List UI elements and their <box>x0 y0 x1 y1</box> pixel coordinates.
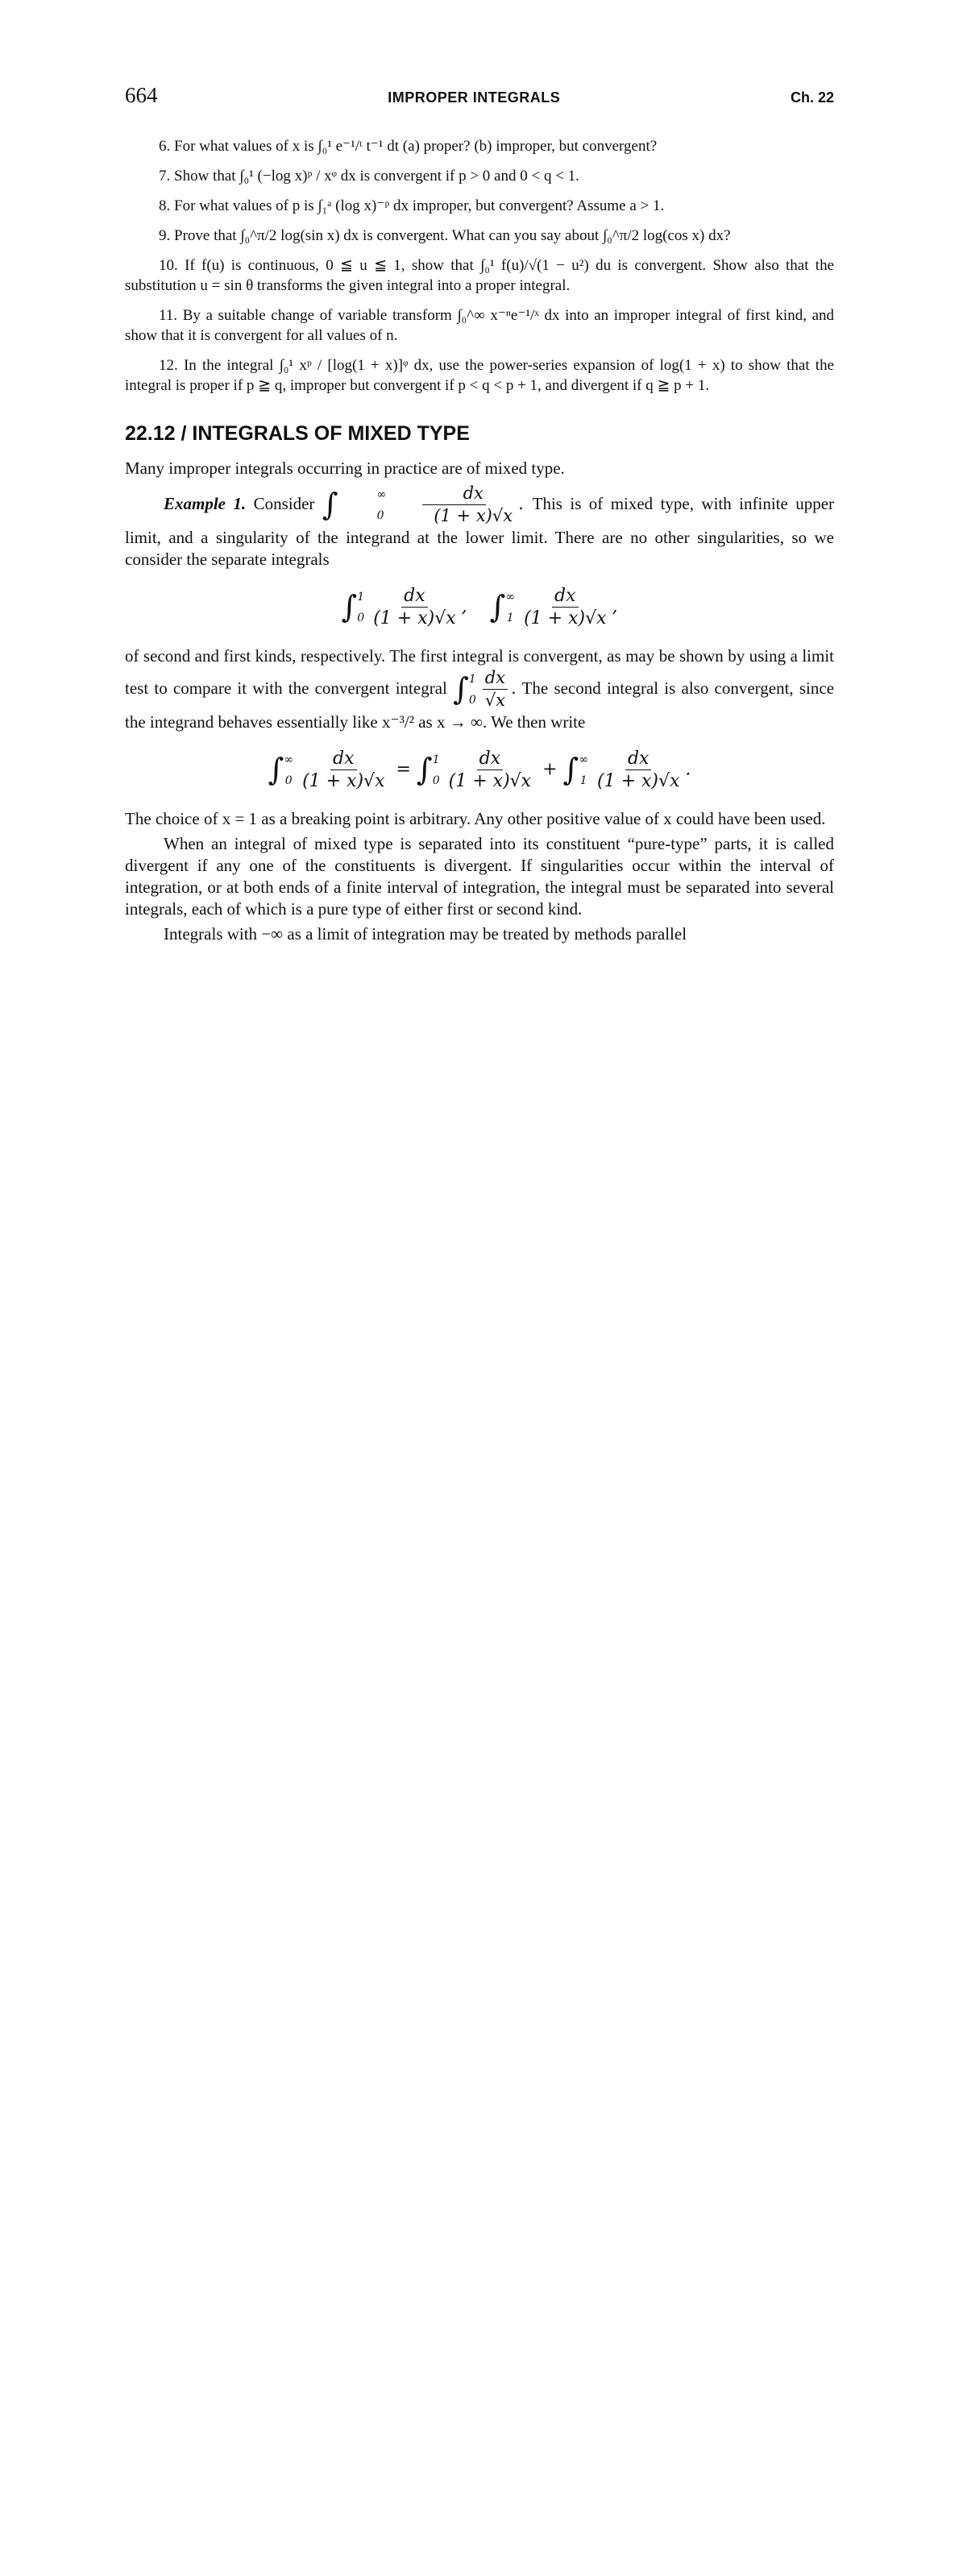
problem-9: 9. Prove that ∫₀^π/2 log(sin x) dx is convergent. What can you say about ∫₀^π/2 log(cos x) dx? <box>159 227 731 244</box>
example-integral: ∫ ∞ 0 $\frac{dx}{(1 + x)√x}$ . <box>322 483 524 525</box>
breaking-point-paragraph: The choice of x = 1 as a breaking point is arbitrary. Any other positive value of x could have been used. <box>125 809 826 828</box>
chapter-label: Ch. 22 <box>790 89 834 106</box>
section-heading: 22.12 / INTEGRALS OF MIXED TYPE <box>125 422 470 445</box>
problem-list <box>125 136 834 396</box>
mixed-type-paragraph: When an integral of mixed type is separated into its constituent “pure-type” parts, it is called divergent if any one of the constituents is divergent. If singularities occur within the interval of integration, or at both ends of a finite interval of integration, the integral must be separated into several integrals, each of which is a pure type of either first or second kind. <box>125 834 834 919</box>
problem-6: 6. For what values of x is ∫₀¹ e⁻¹/ᵗ t⁻¹ dt (a) proper? (b) improper, but convergent? <box>159 138 658 155</box>
negative-infinity-paragraph: Integrals with −∞ as a limit of integration may be treated by methods parallel <box>164 924 687 944</box>
problem-8: 8. For what values of p is ∫₁ᵃ (log x)⁻ᵖ dx improper, but convergent? Assume a > 1. <box>159 197 665 214</box>
problem-11: 11. By a suitable change of variable transform ∫₀^∞ x⁻ⁿe⁻¹/ˣ dx into an improper integral of first kind, and show that it is convergent for all values of n. <box>125 307 835 344</box>
display-separate-integrals: ∫ 1 0 $\frac{dx}{(1 + x)√x}$ , ∫ ∞ 1 $\frac{dx}{(1 + x)√x}$ , <box>341 586 618 628</box>
section-intro: Many improper integrals occurring in practice are of mixed type. <box>125 458 565 478</box>
problem-10: 10. If f(u) is continuous, 0 ≦ u ≦ 1, show that ∫₀¹ f(u)/√(1 − u²) du is convergent. Show also that the substitution u = sin θ transforms the given integral into a proper integral. <box>125 257 835 294</box>
example-text: This is of mixed type, with infinite upper limit, and a singularity of the integrand at the lower limit. There are no other singularities, so we consider the separate integrals <box>125 494 835 569</box>
example-label: Example 1. <box>164 494 247 513</box>
problem-12: 12. In the integral ∫₀¹ xᵖ / [log(1 + x)]ᵠ dx, use the power-series expansion of log(1 + x) to show that the integral is proper if p ≧ q, improper but convergent if p < q < p + 1, and divergent if q ≧ p + 1. <box>125 357 835 394</box>
example-1 <box>125 483 834 570</box>
page <box>125 85 834 948</box>
comparison-paragraph: of second and first kinds, respectively. The first integral is convergent, as may be shown by using a limit test to compare it with the convergent integral ∫ 1 0 $\frac{dx}{√x}$ . The second integral is also convergent, since the integrand behaves essentially like x⁻³/² as x → ∞. We then write <box>125 646 835 732</box>
page-number: 664 <box>125 83 158 107</box>
problem-7: 7. Show that ∫₀¹ (−log x)ᵖ / xᵠ dx is convergent if p > 0 and 0 < q < 1. <box>159 168 579 185</box>
running-title: IMPROPER INTEGRALS <box>388 89 561 106</box>
display-split-equation: ∫ ∞ 0 $\frac{dx}{(1 + x)√x}$ = ∫ 1 0 $\frac{dx}{(1 + x)√x}$ + ∫ ∞ 1 $\frac{dx}{(1 + x)√x}$ . <box>268 749 691 791</box>
running-head <box>125 85 834 109</box>
example-lead: Consider <box>253 494 315 513</box>
